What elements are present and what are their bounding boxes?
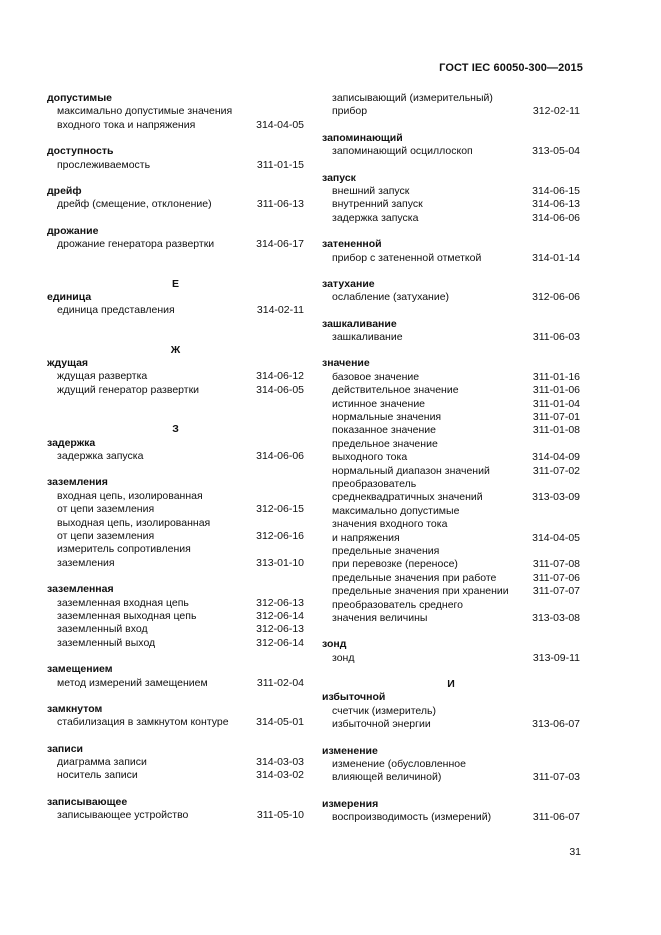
entry-text: заземленный выход [57, 636, 156, 649]
index-entry [322, 105, 580, 118]
entry-code: 312-06-06 [532, 291, 580, 304]
entry-text: предельные значения при хранении [332, 585, 509, 598]
index-entry [322, 545, 580, 558]
index-entry [322, 558, 580, 571]
entry-text: влияющей величиной) [332, 771, 442, 784]
entry-code: 311-02-04 [256, 676, 304, 689]
index-term-heading: дрожание [47, 224, 99, 237]
entry-code: 314-06-05 [256, 383, 304, 396]
entry-code: 313-06-07 [532, 718, 580, 731]
entry-text: и напряжения [332, 531, 400, 544]
entry-code: 314-04-09 [532, 451, 580, 464]
entry-text: нормальные значения [332, 411, 442, 424]
entry-text: предельные значения [332, 544, 440, 557]
entry-text: заземленная входная цепь [57, 596, 189, 609]
index-entry [322, 599, 580, 612]
index-term-heading: допустимые [47, 92, 113, 104]
spacer [47, 252, 304, 278]
spacer [47, 212, 304, 225]
index-entry [322, 652, 580, 665]
index-entry [47, 597, 304, 610]
index-entry [47, 716, 304, 729]
entry-text: счетчик (измеритель) [332, 704, 436, 717]
spacer [47, 730, 304, 743]
index-term-heading: записи [47, 742, 84, 755]
index-term-heading: зашкаливание [322, 317, 397, 330]
index-entry [322, 198, 580, 211]
index-entry [47, 159, 304, 172]
index-entry [322, 384, 580, 397]
page-number: 31 [569, 846, 581, 858]
entry-text: от цепи заземления [57, 529, 155, 542]
entry-text: действительное значение [332, 384, 459, 397]
index-entry [322, 612, 580, 625]
entry-code: 314-06-06 [532, 211, 580, 224]
spacer [322, 265, 580, 278]
entry-code: 313-01-10 [256, 556, 304, 569]
entry-text: заземленная выходная цепь [57, 609, 197, 622]
index-term-heading: избыточной [322, 691, 386, 704]
index-entry [322, 331, 580, 344]
entry-text: ждущий генератор развертки [57, 383, 200, 396]
entry-text: показанное значение [332, 424, 436, 437]
spacer [322, 732, 580, 745]
alphabet-letter-heading: И [447, 678, 455, 691]
entry-code: 314-04-05 [532, 531, 580, 544]
spacer [47, 132, 304, 145]
spacer [322, 625, 580, 638]
spacer [47, 570, 304, 583]
index-term-heading: значение [322, 357, 370, 370]
spacer [322, 159, 580, 172]
index-entry [322, 585, 580, 598]
index-entry [322, 92, 580, 105]
entry-code: 312-06-14 [256, 636, 304, 649]
index-entry [47, 809, 304, 822]
index-entry [47, 517, 304, 530]
entry-text: значения величины [332, 611, 428, 624]
index-term-heading: доступность [47, 145, 114, 158]
entry-code: 314-06-13 [532, 198, 580, 211]
entry-text: дрожание генератора развертки [57, 238, 215, 251]
entry-code: 314-06-15 [532, 184, 580, 197]
entry-text: задержка запуска [332, 211, 419, 224]
spacer [322, 225, 580, 238]
index-term-heading: задержка [47, 436, 96, 449]
spacer [47, 783, 304, 796]
index-entry [322, 145, 580, 158]
entry-code: 312-06-13 [256, 623, 304, 636]
entry-text: прибор с затененной отметкой [332, 251, 482, 264]
index-entry [322, 252, 580, 265]
entry-text: среднеквадратичных значений [332, 491, 483, 504]
index-term-heading: замкнутом [47, 702, 103, 715]
index-entry [322, 185, 580, 198]
index-entry [322, 532, 580, 545]
entry-text: избыточной энергии [332, 718, 431, 731]
spacer [322, 305, 580, 318]
index-entry [322, 212, 580, 225]
index-term-heading: затухание [322, 277, 375, 290]
spacer [47, 172, 304, 185]
index-term-heading: заземленная [47, 583, 114, 596]
entry-text: ждущая развертка [57, 370, 148, 383]
entry-code: 311-07-06 [532, 571, 580, 584]
entry-text: выходная цепь, изолированная [57, 516, 211, 529]
entry-code: 311-01-08 [532, 424, 580, 437]
entry-code: 313-09-11 [532, 651, 580, 664]
entry-code: 314-03-03 [256, 756, 304, 769]
index-term-heading: замещением [47, 663, 113, 676]
index-column-right [322, 92, 580, 825]
entry-code: 312-06-13 [256, 596, 304, 609]
entry-text: носитель записи [57, 769, 138, 782]
index-entry [322, 491, 580, 504]
entry-code: 311-07-08 [532, 558, 580, 571]
index-entry [47, 105, 304, 118]
index-entry [322, 705, 580, 718]
entry-code: 311-06-13 [256, 198, 304, 211]
entry-text: прослеживаемость [57, 158, 151, 171]
entry-code: 312-06-14 [256, 609, 304, 622]
entry-text: предельное значение [332, 437, 438, 450]
index-entry [47, 238, 304, 251]
entry-code: 311-07-02 [532, 464, 580, 477]
spacer [322, 344, 580, 357]
entry-code: 314-01-14 [532, 251, 580, 264]
index-entry [322, 465, 580, 478]
entry-code: 311-06-03 [532, 331, 580, 344]
index-entry [322, 758, 580, 771]
index-term-heading: записывающее [47, 795, 128, 808]
entry-text: выходного тока [332, 451, 408, 464]
entry-text: нормальный диапазон значений [332, 464, 490, 477]
entry-code: 313-03-08 [532, 611, 580, 624]
page-header: ГОСТ IEC 60050-300—2015 [439, 62, 583, 74]
alphabet-letter-heading: Е [171, 277, 179, 290]
entry-text: стабилизация в замкнутом контуре [57, 716, 229, 729]
index-term-heading: измерения [322, 797, 379, 810]
entry-code: 314-06-17 [256, 238, 304, 251]
entry-text: максимально допустимые значения [57, 105, 233, 118]
index-entry [47, 370, 304, 383]
index-entry [47, 557, 304, 570]
index-term-heading: изменение [322, 744, 378, 757]
index-entry [322, 572, 580, 585]
spacer [47, 318, 304, 344]
entry-text: базовое значение [332, 370, 420, 383]
entry-code: 314-03-02 [256, 769, 304, 782]
entry-text: диаграмма записи [57, 756, 147, 769]
entry-code: 311-01-15 [256, 158, 304, 171]
spacer [47, 650, 304, 663]
entry-text: преобразователь среднего [332, 598, 463, 611]
entry-text: запоминающий осциллоскоп [332, 145, 473, 158]
spacer [322, 119, 580, 132]
entry-code: 311-06-07 [532, 811, 580, 824]
index-entry [47, 677, 304, 690]
entry-text: входная цепь, изолированная [57, 489, 203, 502]
index-entry [322, 718, 580, 731]
entry-code: 312-06-15 [256, 503, 304, 516]
index-entry [322, 451, 580, 464]
entry-text: метод измерений замещением [57, 676, 208, 689]
index-entry [47, 543, 304, 556]
spacer [47, 690, 304, 703]
index-entry [47, 490, 304, 503]
spacer [322, 785, 580, 798]
entry-code: 312-02-11 [532, 105, 580, 118]
entry-code: 312-06-16 [256, 529, 304, 542]
index-term-heading: дрейф [47, 184, 82, 197]
entry-text: истинное значение [332, 397, 426, 410]
spacer [322, 665, 580, 678]
entry-code: 314-06-12 [256, 370, 304, 383]
index-entry [47, 530, 304, 543]
entry-text: записывающий (измерительный) [332, 92, 493, 104]
index-entry [47, 637, 304, 650]
entry-code: 311-07-01 [532, 411, 580, 424]
entry-text: задержка запуска [57, 450, 144, 463]
index-term-heading: затененной [322, 238, 382, 251]
entry-text: входного тока и напряжения [57, 118, 196, 131]
index-entry [47, 384, 304, 397]
entry-code: 314-06-06 [256, 450, 304, 463]
entry-text: от цепи заземления [57, 503, 155, 516]
index-entry [47, 198, 304, 211]
entry-code: 314-02-11 [256, 304, 304, 317]
entry-text: измеритель сопротивления [57, 543, 191, 556]
index-term-heading: заземления [47, 476, 108, 489]
entry-text: заземленный вход [57, 623, 148, 636]
entry-text: ослабление (затухание) [332, 291, 450, 304]
index-entry [322, 411, 580, 424]
entry-code: 311-07-03 [532, 771, 580, 784]
index-entry [47, 756, 304, 769]
entry-code: 313-03-09 [532, 491, 580, 504]
index-entry [47, 119, 304, 132]
entry-code: 311-05-10 [256, 809, 304, 822]
spacer [47, 463, 304, 476]
index-entry [322, 398, 580, 411]
entry-text: дрейф (смещение, отклонение) [57, 198, 212, 211]
entry-text: изменение (обусловленное [332, 758, 466, 771]
entry-text: единица представления [57, 304, 175, 317]
index-entry [47, 503, 304, 516]
alphabet-letter-heading: З [172, 423, 179, 436]
entry-code: 314-05-01 [256, 716, 304, 729]
index-entry [47, 769, 304, 782]
index-entry [322, 505, 580, 518]
index-entry [322, 291, 580, 304]
index-entry [47, 450, 304, 463]
index-entry [322, 424, 580, 437]
index-entry [322, 771, 580, 784]
entry-text: заземления [57, 556, 115, 569]
entry-text: предельные значения при работе [332, 571, 497, 584]
entry-text: прибор [332, 105, 368, 118]
entry-text: максимально допустимые [332, 504, 460, 517]
entry-code: 311-07-07 [532, 585, 580, 598]
entry-text: зашкаливание [332, 331, 403, 344]
index-term-heading: запоминающий [322, 131, 403, 144]
index-entry [47, 623, 304, 636]
index-entry [322, 478, 580, 491]
entry-text: значения входного тока [332, 518, 448, 531]
entry-code: 311-01-06 [532, 384, 580, 397]
index-entry [322, 371, 580, 384]
entry-text: при перевозке (переносе) [332, 558, 458, 571]
alphabet-letter-heading: Ж [170, 343, 181, 356]
entry-text: внешний запуск [332, 184, 410, 197]
entry-code: 311-01-16 [532, 370, 580, 383]
index-column-left [47, 92, 304, 823]
entry-text: воспроизводимость (измерений) [332, 811, 492, 824]
entry-code: 314-04-05 [256, 118, 304, 131]
index-entry [322, 811, 580, 824]
index-term-heading: единица [47, 290, 92, 303]
entry-text: внутренний запуск [332, 198, 423, 211]
entry-text: записывающее устройство [57, 809, 189, 822]
index-term-heading: зонд [322, 638, 347, 651]
index-entry [322, 518, 580, 531]
index-term-heading: запуск [322, 171, 356, 184]
entry-code: 311-01-04 [532, 397, 580, 410]
index-entry [47, 304, 304, 317]
index-term-heading: ждущая [47, 357, 89, 370]
spacer [47, 397, 304, 423]
index-entry [47, 610, 304, 623]
entry-text: зонд [332, 651, 355, 664]
entry-text: преобразователь [332, 477, 417, 490]
index-entry [322, 438, 580, 451]
entry-code: 313-05-04 [532, 145, 580, 158]
